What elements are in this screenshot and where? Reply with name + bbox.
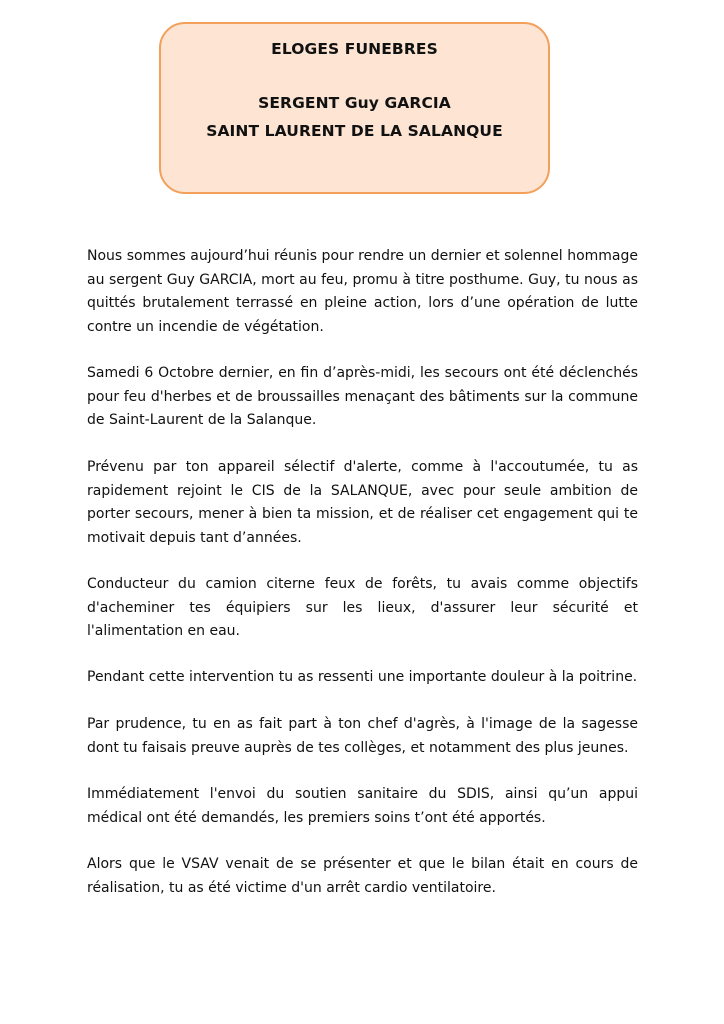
paragraph-prudence: Par prudence, tu en as fait part à ton chef d'agrès, à l'image de la sagesse dont tu faisais preuve auprès de tes collèges, et notamment des plus jeunes.: [87, 716, 638, 756]
paragraph-conducteur: Conducteur du camion citerne feux de forêts, tu avais comme objectifs d'acheminer tes équipiers sur les lieux, d'assurer leur sécurité et l'alimentation en eau.: [87, 576, 638, 639]
title-box: [159, 22, 550, 194]
paragraph-douleur: Pendant cette intervention tu as ressenti une importante douleur à la poitrine.: [87, 669, 638, 685]
paragraph-alerte: Samedi 6 Octobre dernier, en fin d’après-midi, les secours ont été déclenchés pour feu d'herbes et de broussailles menaçant des bâtiments sur la commune de Saint-Laurent de la Salanque.: [87, 365, 638, 428]
paragraph-hommage: Nous sommes aujourd’hui réunis pour rendre un dernier et solennel hommage au sergent Guy GARCIA, mort au feu, promu à titre posthume. Guy, tu nous as quittés brutalement terrassé en pleine action, lors d’une opération de lutte contre un incendie de végétation.: [87, 248, 638, 335]
paragraph-arret: Alors que le VSAV venait de se présenter et que le bilan était en cours de réalisation, tu as été victime d'un arrêt cardio ventilatoire.: [87, 856, 638, 896]
location-name: SAINT LAURENT DE LA SALANQUE: [206, 122, 503, 140]
subject-name: SERGENT Guy GARCIA: [258, 94, 451, 112]
document-title: ELOGES FUNEBRES: [271, 40, 438, 58]
paragraph-secours: Immédiatement l'envoi du soutien sanitaire du SDIS, ainsi qu’un appui médical ont été demandés, les premiers soins t’ont été apportés.: [87, 786, 638, 826]
paragraph-depart: Prévenu par ton appareil sélectif d'alerte, comme à l'accoutumée, tu as rapidement rejoint le CIS de la SALANQUE, avec pour seule ambition de porter secours, mener à bien ta mission, et de réaliser cet engagement qui te motivait depuis tant d’années.: [87, 459, 638, 546]
